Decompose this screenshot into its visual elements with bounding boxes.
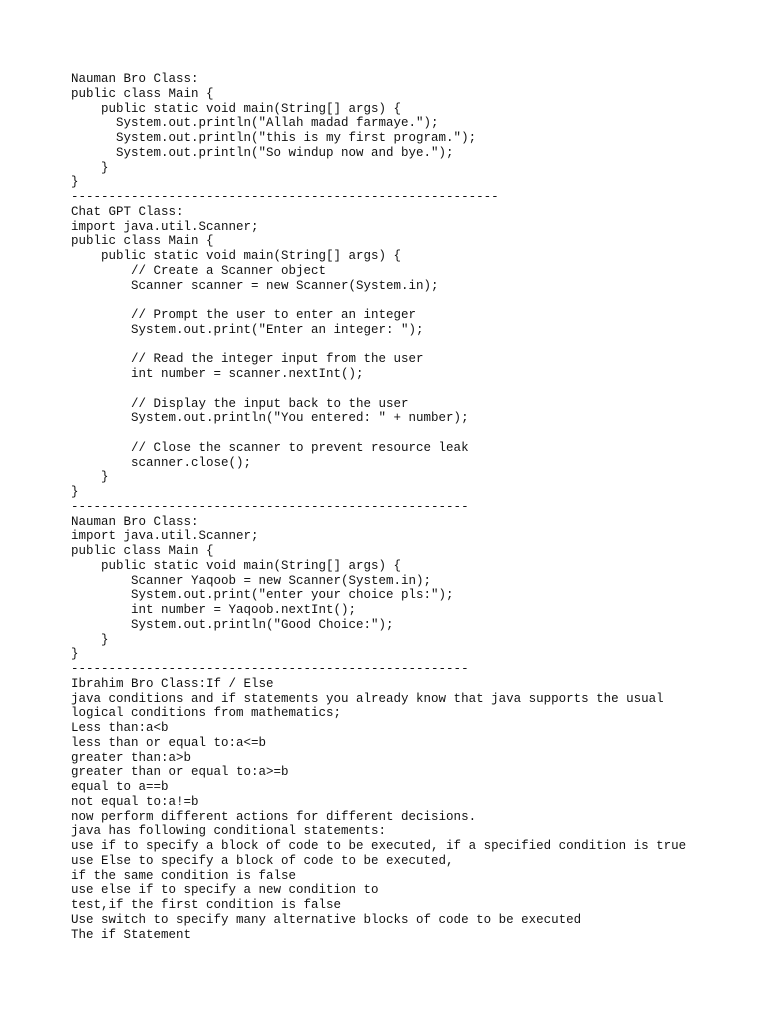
text-line: java has following conditional statements: bbox=[71, 824, 387, 839]
text-line: use if to specify a block of code to be executed, if a specified condition is true bbox=[71, 839, 687, 853]
text-line: public class Main { bbox=[71, 234, 214, 249]
text-line: // Close the scanner to prevent resource leak bbox=[71, 440, 469, 455]
document-body bbox=[71, 72, 751, 942]
text-line: int number = Yaqoob.nextInt(); bbox=[71, 603, 357, 617]
text-line: import java.util.Scanner; bbox=[71, 219, 259, 234]
text-line: System.out.println("Allah madad farmaye."); bbox=[71, 116, 439, 131]
text-line: } bbox=[71, 632, 109, 647]
text-line: } bbox=[71, 485, 79, 499]
text-line: Less than:a<b bbox=[71, 721, 169, 735]
text-line: Use switch to specify many alternative blocks of code to be executed bbox=[71, 912, 582, 927]
section-heading: Chat GPT Class: bbox=[71, 204, 184, 219]
text-line: not equal to:a!=b bbox=[71, 794, 199, 809]
text-line: System.out.print("enter your choice pls:"); bbox=[71, 588, 454, 603]
text-line: scanner.close(); bbox=[71, 455, 252, 470]
text-line: } bbox=[71, 175, 79, 190]
blank-line bbox=[71, 382, 751, 397]
text-line: // Display the input back to the user bbox=[71, 396, 409, 411]
text-line: greater than:a>b bbox=[71, 750, 192, 765]
text-line: System.out.print("Enter an integer: "); bbox=[71, 322, 424, 337]
blank-line bbox=[71, 293, 751, 308]
text-line: System.out.println("You entered: " + number); bbox=[71, 411, 469, 426]
section-heading: Nauman Bro Class: bbox=[71, 72, 199, 86]
text-line: public class Main { bbox=[71, 544, 214, 558]
text-line: greater than or equal to:a>=b bbox=[71, 765, 289, 780]
text-line: if the same condition is false bbox=[71, 868, 297, 883]
text-line: less than or equal to:a<=b bbox=[71, 735, 267, 750]
text-line: System.out.println("So windup now and bye."); bbox=[71, 145, 454, 160]
text-line: java conditions and if statements you already know that java supports the usual bbox=[71, 691, 664, 706]
text-line: } bbox=[71, 647, 79, 662]
text-line: test,if the first condition is false bbox=[71, 898, 342, 912]
text-line: use Else to specify a block of code to be executed, bbox=[71, 853, 454, 868]
text-line: // Create a Scanner object bbox=[71, 263, 327, 278]
text-line: now perform different actions for different decisions. bbox=[71, 809, 477, 824]
text-line: int number = scanner.nextInt(); bbox=[71, 367, 364, 381]
text-line: public static void main(String[] args) { bbox=[71, 558, 402, 573]
text-line: import java.util.Scanner; bbox=[71, 529, 259, 544]
text-line: public static void main(String[] args) { bbox=[71, 249, 402, 263]
text-line: public class Main { bbox=[71, 86, 214, 101]
text-line: Scanner Yaqoob = new Scanner(System.in); bbox=[71, 573, 432, 588]
text-line: logical conditions from mathematics; bbox=[71, 706, 342, 721]
text-line: } bbox=[71, 470, 109, 485]
text-line: Scanner scanner = new Scanner(System.in); bbox=[71, 278, 439, 293]
separator-line: ----------------------------------------------------- bbox=[71, 499, 469, 514]
blank-line bbox=[71, 338, 751, 353]
section-heading: Ibrahim Bro Class:If / Else bbox=[71, 676, 274, 691]
text-line: public static void main(String[] args) { bbox=[71, 101, 402, 116]
text-line: } bbox=[71, 160, 109, 175]
blank-line bbox=[71, 426, 751, 441]
separator-line: --------------------------------------------------------- bbox=[71, 190, 499, 204]
text-line: // Prompt the user to enter an integer bbox=[71, 308, 417, 322]
section-heading: Nauman Bro Class: bbox=[71, 514, 199, 529]
text-line: System.out.println("Good Choice:"); bbox=[71, 617, 394, 632]
separator-line: ----------------------------------------------------- bbox=[71, 662, 469, 676]
text-line: equal to a==b bbox=[71, 780, 169, 794]
text-line: The if Statement bbox=[71, 927, 192, 942]
text-line: use else if to specify a new condition to bbox=[71, 883, 379, 898]
text-line: System.out.println("this is my first program."); bbox=[71, 131, 477, 145]
text-line: // Read the integer input from the user bbox=[71, 352, 424, 367]
